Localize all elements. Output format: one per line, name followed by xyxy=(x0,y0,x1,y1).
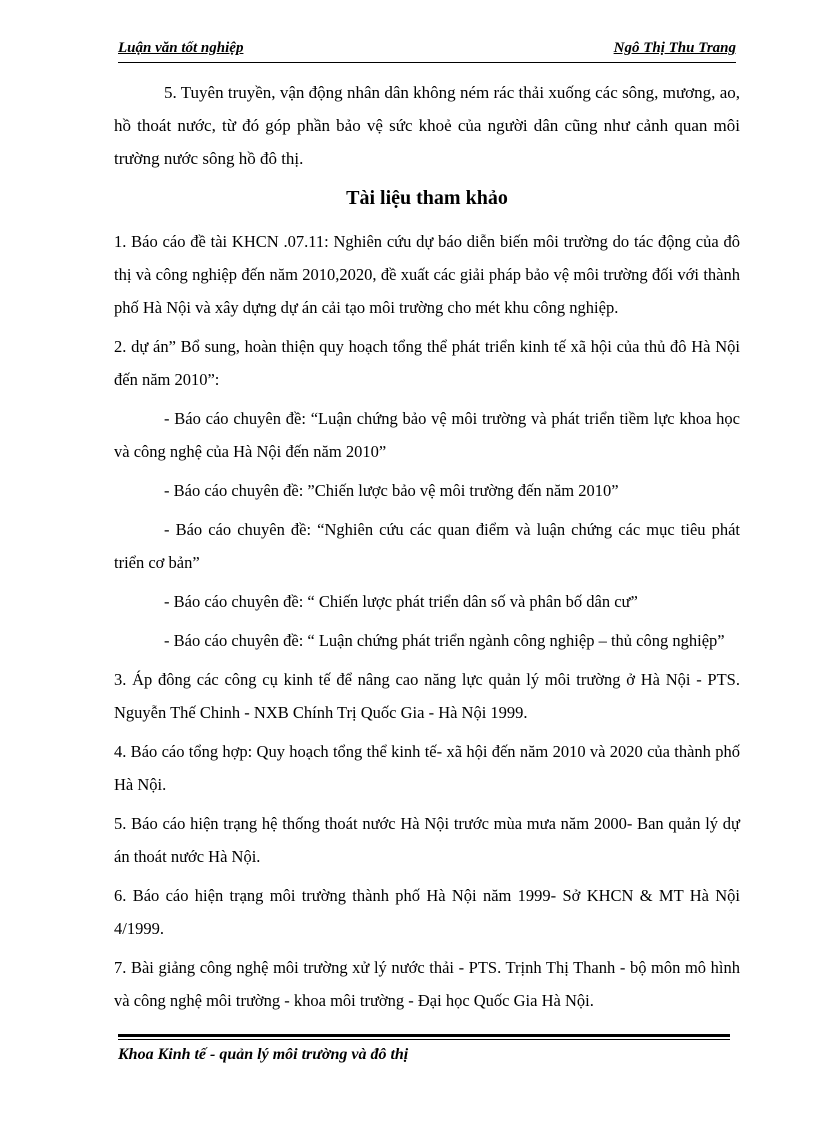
reference-item-2: 2. dự án” Bổ sung, hoàn thiện quy hoạch tổng thể phát triển kinh tế xã hội của thủ đô Hà Nội đến năm 2010”: xyxy=(114,337,740,389)
reference-sub-item: - Báo cáo chuyên đề: “ Luận chứng phát triển ngành công nghiệp – thủ công nghiệp” xyxy=(164,631,725,650)
reference-sub-item: - Báo cáo chuyên đề: “Nghiên cứu các quan điểm và luận chứng các mục tiêu phát triển cơ bản” xyxy=(114,520,740,572)
reference-item-4: 4. Báo cáo tổng hợp: Quy hoạch tổng thể kinh tế- xã hội đến năm 2010 và 2020 của thành phố Hà Nội. xyxy=(114,742,740,794)
intro-paragraph: 5. Tuyên truyền, vận động nhân dân không ném rác thải xuống các sông, mương, ao, hồ thoát nước, từ đó góp phần bảo vệ sức khoẻ của người dân cũng như cảnh quan môi trường nước sông hồ đô thị. xyxy=(114,83,740,168)
header-author-name: Ngô Thị Thu Trang xyxy=(613,40,736,56)
footer-rule xyxy=(118,1034,730,1037)
footer-rule-thin xyxy=(118,1039,730,1040)
reference-item-3: 3. Áp đông các công cụ kinh tế để nâng cao năng lực quản lý môi trường ở Hà Nội - PTS. Nguyễn Thế Chinh - NXB Chính Trị Quốc Gia - Hà Nội 1999. xyxy=(114,670,740,722)
reference-sub-item: - Báo cáo chuyên đề: “Luận chứng bảo vệ môi trường và phát triển tiềm lực khoa học và công nghệ của Hà Nội đến năm 2010” xyxy=(114,409,740,461)
footer-faculty-label: Khoa Kinh tế - quản lý môi trường và đô thị xyxy=(118,1046,409,1063)
reference-item-6: 6. Báo cáo hiện trạng môi trường thành phố Hà Nội năm 1999- Sở KHCN & MT Hà Nội 4/1999. xyxy=(114,886,740,938)
page-footer xyxy=(118,1034,730,1064)
page-header xyxy=(118,38,736,63)
references-title: Tài liệu tham khảo xyxy=(346,187,508,209)
reference-item-7: 7. Bài giảng công nghệ môi trường xử lý nước thải - PTS. Trịnh Thị Thanh - bộ môn mô hình và công nghệ môi trường - khoa môi trường - Đại học Quốc Gia Hà Nội. xyxy=(114,958,740,1010)
reference-sub-item: - Báo cáo chuyên đề: “ Chiến lược phát triển dân số và phân bố dân cư” xyxy=(164,592,638,611)
reference-item-1: 1. Báo cáo đề tài KHCN .07.11: Nghiên cứu dự báo diễn biến môi trường do tác động của đô thị và công nghiệp đến năm 2010,2020, đề xuất các giải pháp bảo vệ môi trường đối với thành phố Hà Nội và xây dựng dự án cải tạo môi trường cho mét khu công nghiệp. xyxy=(114,232,740,317)
reference-sub-item: - Báo cáo chuyên đề: ”Chiến lược bảo vệ môi trường đến năm 2010” xyxy=(164,481,619,500)
header-thesis-label: Luận văn tốt nghiệp xyxy=(118,40,244,56)
reference-item-5: 5. Báo cáo hiện trạng hệ thống thoát nước Hà Nội trước mùa mưa năm 2000- Ban quản lý dự án thoát nước Hà Nội. xyxy=(114,814,740,866)
page-content xyxy=(114,76,740,1023)
